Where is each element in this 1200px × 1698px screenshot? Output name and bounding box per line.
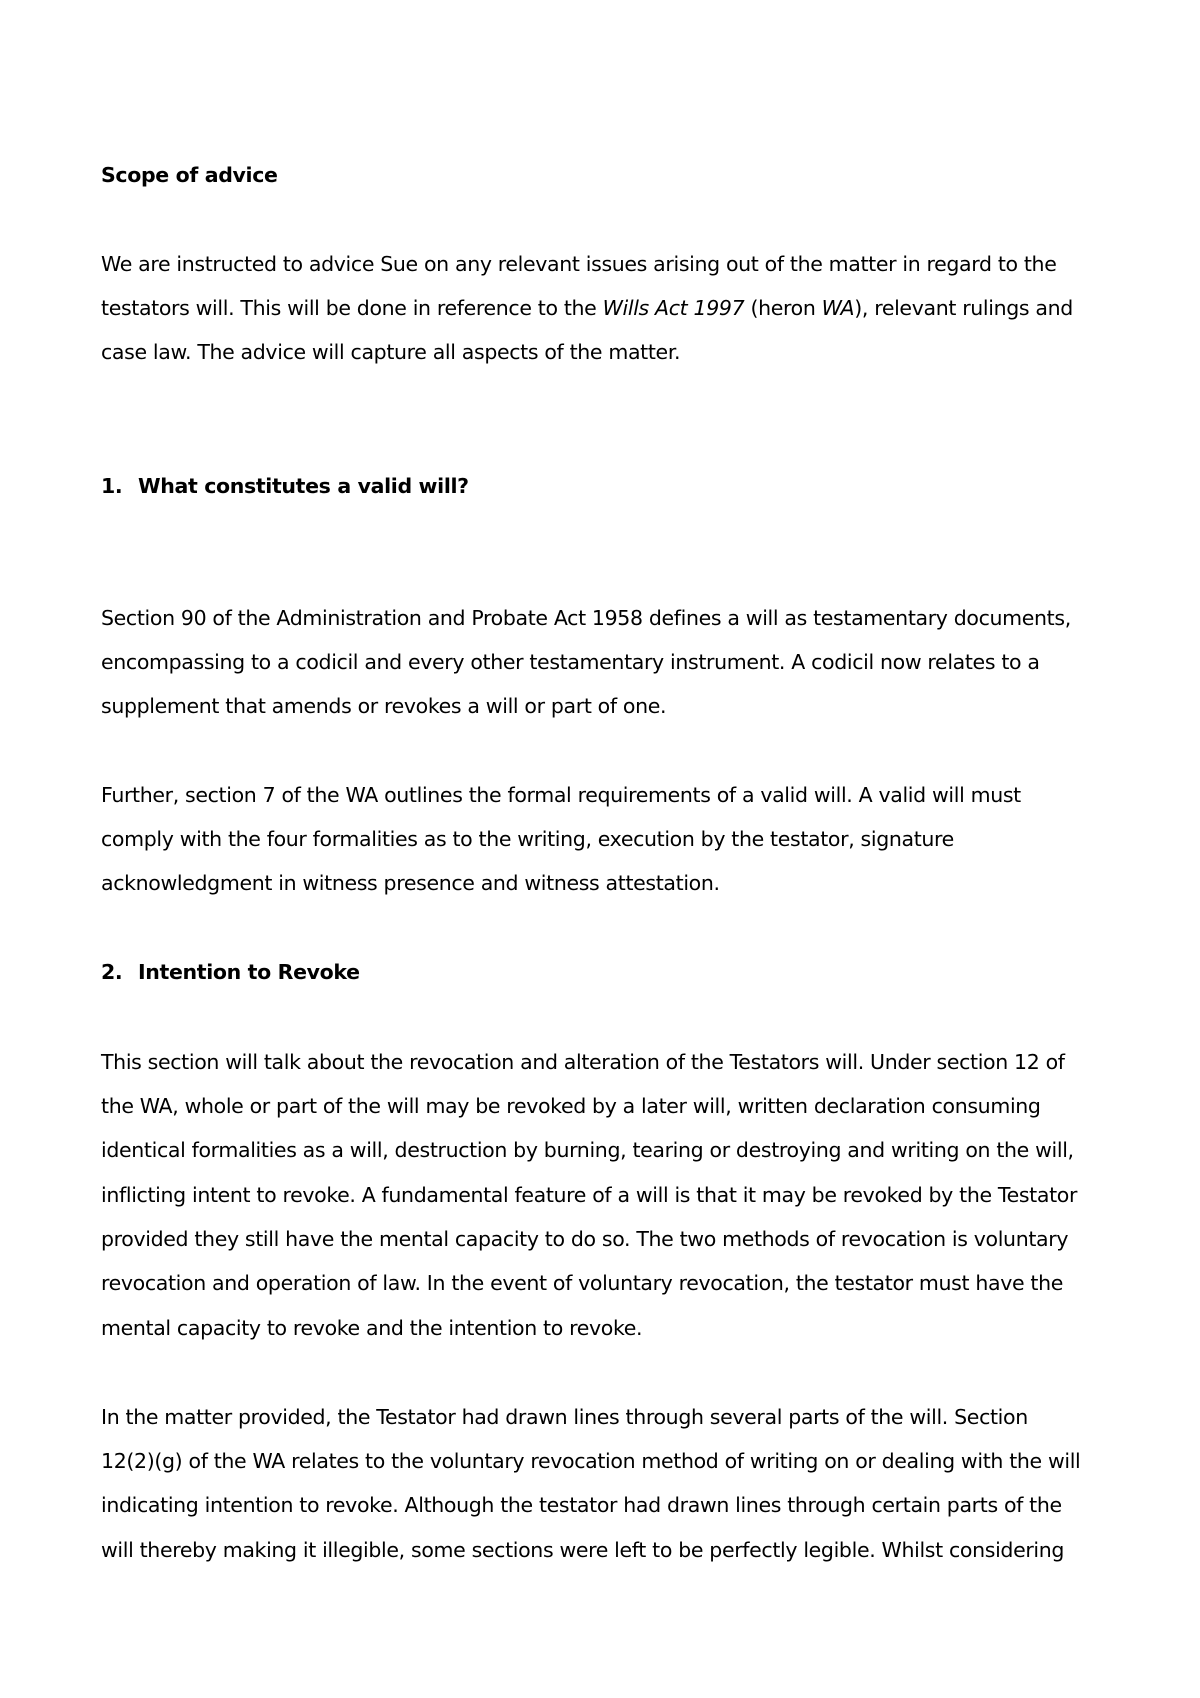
paragraph-line: will thereby making it illegible, some sections were left to be perfectly legible. Whilst considering (101, 1538, 1065, 1562)
scope-paragraph-line (101, 294, 1073, 322)
scope-paragraph-line: We are instructed to advice Sue on any relevant issues arising out of the matter in regard to the (101, 252, 1057, 276)
paragraph-line: 12(2)(g) of the WA relates to the voluntary revocation method of writing on or dealing with the will (101, 1449, 1081, 1473)
scope-heading: Scope of advice (101, 163, 278, 187)
section-title: What constitutes a valid will? (138, 474, 469, 498)
section-1-heading (101, 472, 469, 500)
paragraph-line: provided they still have the mental capacity to do so. The two methods of revocation is voluntary (101, 1227, 1069, 1251)
paragraph-line: inflicting intent to revoke. A fundamental feature of a will is that it may be revoked by the Testator (101, 1183, 1078, 1207)
paragraph-line: revocation and operation of law. In the event of voluntary revocation, the testator must have the (101, 1271, 1064, 1295)
paragraph-line: This section will talk about the revocation and alteration of the Testators will. Under section 12 of (101, 1050, 1065, 1074)
scope-paragraph-line: case law. The advice will capture all aspects of the matter. (101, 340, 681, 364)
act-name-italic: Wills Act 1997 (602, 296, 745, 320)
text-span: (heron (744, 296, 822, 320)
text-span: ), relevant rulings and (854, 296, 1073, 320)
text-span: testators will. This will be done in reference to the (101, 296, 603, 320)
paragraph-line: Section 90 of the Administration and Probate Act 1958 defines a will as testamentary documents, (101, 606, 1071, 630)
paragraph-line: In the matter provided, the Testator had drawn lines through several parts of the will. Section (101, 1405, 1028, 1429)
paragraph-line: supplement that amends or revokes a will or part of one. (101, 694, 667, 718)
paragraph-line: identical formalities as a will, destruction by burning, tearing or destroying and writing on the will, (101, 1138, 1074, 1162)
section-number: 1. (101, 474, 123, 498)
paragraph-line: encompassing to a codicil and every other testamentary instrument. A codicil now relates to a (101, 650, 1040, 674)
paragraph-line: mental capacity to revoke and the intention to revoke. (101, 1316, 643, 1340)
paragraph-line: the WA, whole or part of the will may be revoked by a later will, written declaration consuming (101, 1094, 1041, 1118)
section-2-heading (101, 958, 360, 986)
section-number: 2. (101, 960, 123, 984)
section-title: Intention to Revoke (138, 960, 360, 984)
paragraph-line: Further, section 7 of the WA outlines the formal requirements of a valid will. A valid will must (101, 783, 1021, 807)
paragraph-line: indicating intention to revoke. Although the testator had drawn lines through certain parts of the (101, 1493, 1062, 1517)
paragraph-line: acknowledgment in witness presence and witness attestation. (101, 871, 720, 895)
act-abbrev-italic: WA (821, 296, 855, 320)
paragraph-line: comply with the four formalities as to the writing, execution by the testator, signature (101, 827, 954, 851)
